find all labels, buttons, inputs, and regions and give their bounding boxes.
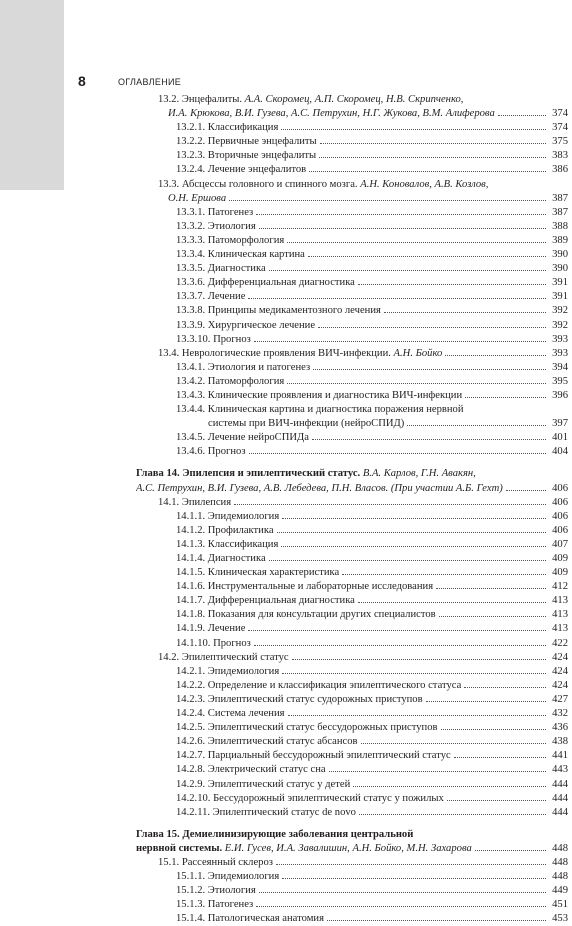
page-number: 8: [78, 73, 86, 89]
toc-entry-13-2-4[interactable]: 13.2.4. Лечение энцефалитов 386: [176, 164, 568, 176]
toc-entry-15-1[interactable]: 15.1. Рассеянный склероз 448: [158, 856, 568, 868]
toc-chapter-14-line1: Глава 14. Эпилепсия и эпилептический статус. В.А. Карлов, Г.Н. Авакян,: [136, 468, 476, 480]
toc-entry-14-2-10[interactable]: 14.2.10. Бессудорожный эпилептический статус у пожилых 444: [176, 792, 568, 804]
toc-entry-14-2[interactable]: 14.2. Эпилептический статус 424: [158, 651, 568, 663]
gray-margin-bar: [0, 0, 64, 190]
toc-entry-13-4-6[interactable]: 13.4.6. Прогноз 404: [176, 446, 568, 458]
toc-entry-14-2-4[interactable]: 14.2.4. Система лечения 432: [176, 708, 568, 720]
toc-entry-14-2-9[interactable]: 14.2.9. Эпилептический статус у детей 444: [176, 778, 568, 790]
toc-entry-13-2-line1: 13.2. Энцефалиты. А.А. Скоромец, А.П. Скоромец, Н.В. Скрипченко,: [158, 94, 464, 105]
toc-entry-14-2-7[interactable]: 14.2.7. Парциальный бессудорожный эпилептический статус 441: [176, 750, 568, 762]
toc-entry-14-1-8[interactable]: 14.1.8. Показания для консультации других специалистов 413: [176, 609, 568, 621]
toc-entry-14-2-3[interactable]: 14.2.3. Эпилептический статус судорожных приступов 427: [176, 693, 568, 705]
toc-chapter-15-line1: Глава 15. Демиелинизирующие заболевания центральной: [136, 828, 414, 840]
toc-entry-13-2[interactable]: И.А. Крюкова, В.И. Гузева, А.С. Петрухин, Н.Г. Жукова, В.М. Алиферова 374: [168, 108, 568, 120]
toc-entry-14-1-2[interactable]: 14.1.2. Профилактика 406: [176, 524, 568, 536]
toc-entry-13-4-2[interactable]: 13.4.2. Патоморфология 395: [176, 375, 568, 387]
toc-entry-14-2-1[interactable]: 14.2.1. Эпидемиология 424: [176, 665, 568, 677]
toc-chapter-15[interactable]: нервной системы. Е.И. Гусев, И.А. Завалишин, А.Н. Бойко, М.Н. Захарова 448: [136, 842, 568, 854]
toc-entry-13-3-3[interactable]: 13.3.3. Патоморфология 389: [176, 234, 568, 246]
toc-chapter-14[interactable]: А.С. Петрухин, В.И. Гузева, А.В. Лебедева, П.Н. Власов. (При участии А.Б. Гехт) 406: [136, 482, 568, 494]
toc-entry-14-1-5[interactable]: 14.1.5. Клиническая характеристика 409: [176, 567, 568, 579]
toc-entry-14-2-6[interactable]: 14.2.6. Эпилептический статус абсансов 438: [176, 736, 568, 748]
table-of-contents: [136, 93, 568, 926]
toc-entry-13-3-line1: 13.3. Абсцессы головного и спинного мозга. А.Н. Коновалов, А.В. Козлов,: [158, 178, 489, 190]
toc-entry-13-2-3[interactable]: 13.2.3. Вторичные энцефалиты 383: [176, 150, 568, 162]
toc-entry-13-4-4-line1: 13.4.4. Клиническая картина и диагностика поражения нервной: [176, 404, 464, 416]
toc-entry-14-1-6[interactable]: 14.1.6. Инструментальные и лабораторные исследования 412: [176, 581, 568, 593]
toc-entry-13-4-3[interactable]: 13.4.3. Клинические проявления и диагностика ВИЧ-инфекции 396: [176, 389, 568, 401]
toc-entry-14-2-2[interactable]: 14.2.2. Определение и классификация эпилептического статуса 424: [176, 679, 568, 691]
toc-entry-14-1-1[interactable]: 14.1.1. Эпидемиология 406: [176, 510, 568, 522]
toc-entry-15-1-2[interactable]: 15.1.2. Этиология 449: [176, 885, 568, 897]
toc-entry-13-2-1[interactable]: 13.2.1. Классификация 374: [176, 122, 568, 134]
toc-entry-13-3[interactable]: О.Н. Ершова 387: [168, 192, 568, 204]
toc-entry-14-1-7[interactable]: 14.1.7. Дифференциальная диагностика 413: [176, 595, 568, 607]
toc-entry-13-3-10[interactable]: 13.3.10. Прогноз 393: [176, 333, 568, 345]
toc-entry-13-3-7[interactable]: 13.3.7. Лечение 391: [176, 291, 568, 303]
toc-entry-14-1-4[interactable]: 14.1.4. Диагностика 409: [176, 553, 568, 564]
toc-entry-13-3-2[interactable]: 13.3.2. Этиология 388: [176, 220, 568, 232]
toc-entry-14-2-8[interactable]: 14.2.8. Электрический статус сна 443: [176, 764, 568, 776]
toc-entry-14-1-10[interactable]: 14.1.10. Прогноз 422: [176, 637, 568, 649]
toc-entry-13-3-5[interactable]: 13.3.5. Диагностика 390: [176, 263, 568, 275]
toc-entry-15-1-3[interactable]: 15.1.3. Патогенез 451: [176, 899, 568, 911]
toc-entry-13-4-1[interactable]: 13.4.1. Этиология и патогенез 394: [176, 361, 568, 373]
running-head: ОГЛАВЛЕНИЕ: [118, 77, 182, 87]
toc-entry-14-2-5[interactable]: 14.2.5. Эпилептический статус бессудорожных приступов 436: [176, 722, 568, 734]
toc-entry-13-3-4[interactable]: 13.3.4. Клиническая картина 390: [176, 249, 568, 261]
toc-entry-14-1-9[interactable]: 14.1.9. Лечение 413: [176, 623, 568, 635]
toc-entry-13-4[interactable]: 13.4. Неврологические проявления ВИЧ-инфекции. А.Н. Бойко 393: [158, 347, 568, 359]
toc-entry-13-4-5[interactable]: 13.4.5. Лечение нейроСПИДа 401: [176, 432, 568, 444]
toc-entry-14-1-3[interactable]: 14.1.3. Классификация 407: [176, 538, 568, 550]
toc-entry-15-1-4[interactable]: 15.1.4. Патологическая анатомия 453: [176, 913, 568, 925]
toc-entry-13-3-8[interactable]: 13.3.8. Принципы медикаментозного лечения 392: [176, 305, 568, 317]
toc-entry-15-1-1[interactable]: 15.1.1. Эпидемиология 448: [176, 871, 568, 883]
toc-entry-13-3-6[interactable]: 13.3.6. Дифференциальная диагностика 391: [176, 277, 568, 289]
toc-entry-13-4-4[interactable]: системы при ВИЧ-инфекции (нейроСПИД) 397: [208, 418, 568, 430]
toc-entry-13-3-9[interactable]: 13.3.9. Хирургическое лечение 392: [176, 319, 568, 331]
toc-entry-13-3-1[interactable]: 13.3.1. Патогенез 387: [176, 206, 568, 218]
toc-entry-14-2-11[interactable]: 14.2.11. Эпилептический статус de novo 444: [176, 806, 568, 818]
toc-entry-14-1[interactable]: 14.1. Эпилепсия 406: [158, 496, 568, 508]
toc-entry-13-2-2[interactable]: 13.2.2. Первичные энцефалиты 375: [176, 136, 568, 148]
